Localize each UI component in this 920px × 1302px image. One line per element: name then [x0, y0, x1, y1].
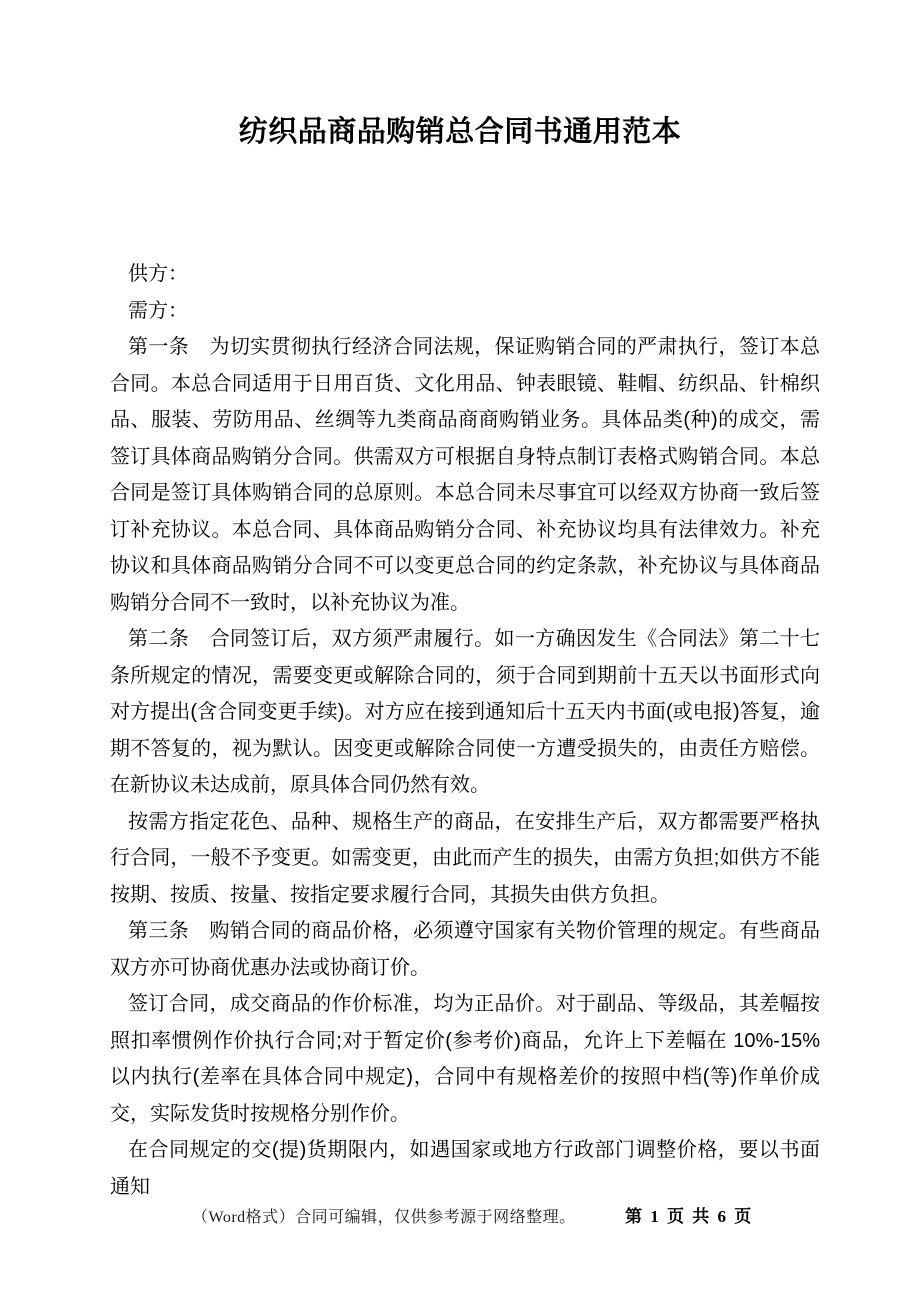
- clause-1-paragraph: 第一条 为切实贯彻执行经济合同法规，保证购销合同的严肃执行，签订本总合同。本总合同适用于日用百货、文化用品、钟表眼镜、鞋帽、纺织品、针棉织品、服装、劳防用品、丝绸等九类商品商商购销业务。具体品类(种)的成交，需签订具体商品购销分合同。供需双方可根据自身特点制订表格式购销合同。本总合同是签订具体购销合同的总原则。本总合同未尽事宜可以经双方协商一致后签订补充协议。本总合同、具体商品购销分合同、补充协议均具有法律效力。补充协议和具体商品购销分合同不可以变更总合同的约定条款，补充协议与具体商品购销分合同不一致时，以补充协议为准。: [110, 336, 820, 614]
- document-title: 纺织品商品购销总合同书通用范本: [238, 116, 682, 148]
- clause-3-paragraph: 第三条 购销合同的商品价格，必须遵守国家有关物价管理的规定。有些商品双方亦可协商优惠办法或协商订价。: [110, 920, 820, 979]
- supplier-line: 供方：: [128, 263, 188, 285]
- clause-2-custom-goods-paragraph: 按需方指定花色、品种、规格生产的商品，在安排生产后，双方都需要严格执行合同，一般不予变更。如需变更，由此而产生的损失，由需方负担;如供方不能按期、按质、按量、按指定要求履行合同，其损失由供方负担。: [110, 810, 820, 906]
- clause-3-pricing-standard-paragraph: 签订合同，成交商品的作价标准，均为正品价。对于副品、等级品，其差幅按照扣率惯例作价执行合同;对于暂定价(参考价)商品，允许上下差幅在 10%-15%以内执行(差率在具体合同中规定)，合同中有规格差价的按照中档(等)作单价成交，实际发货时按规格分别作价。: [110, 993, 820, 1125]
- buyer-line: 需方：: [128, 299, 188, 322]
- clause-3-price-adjust-paragraph: 在合同规定的交(提)货期限内，如遇国家或地方行政部门调整价格，要以书面通知: [110, 1139, 820, 1198]
- page-footer: [0, 1200, 920, 1232]
- clause-2-paragraph: 第二条 合同签订后，双方须严肃履行。如一方确因发生《合同法》第二十七条所规定的情况，需要变更或解除合同的，须于合同到期前十五天以书面形式向对方提出(含合同变更手续)。对方应在接到通知后十五天内书面(或电报)答复，逾期不答复的，视为默认。因变更或解除合同使一方遭受损失的，由责任方赔偿。在新协议未达成前，原具体合同仍然有效。: [110, 628, 820, 796]
- document-body: [110, 256, 820, 1205]
- page-number-indicator: 第 1 页 共 6 页: [625, 1207, 754, 1226]
- footer-note: （Word格式）合同可编辑，仅供参考源于网络整理。: [192, 1209, 576, 1226]
